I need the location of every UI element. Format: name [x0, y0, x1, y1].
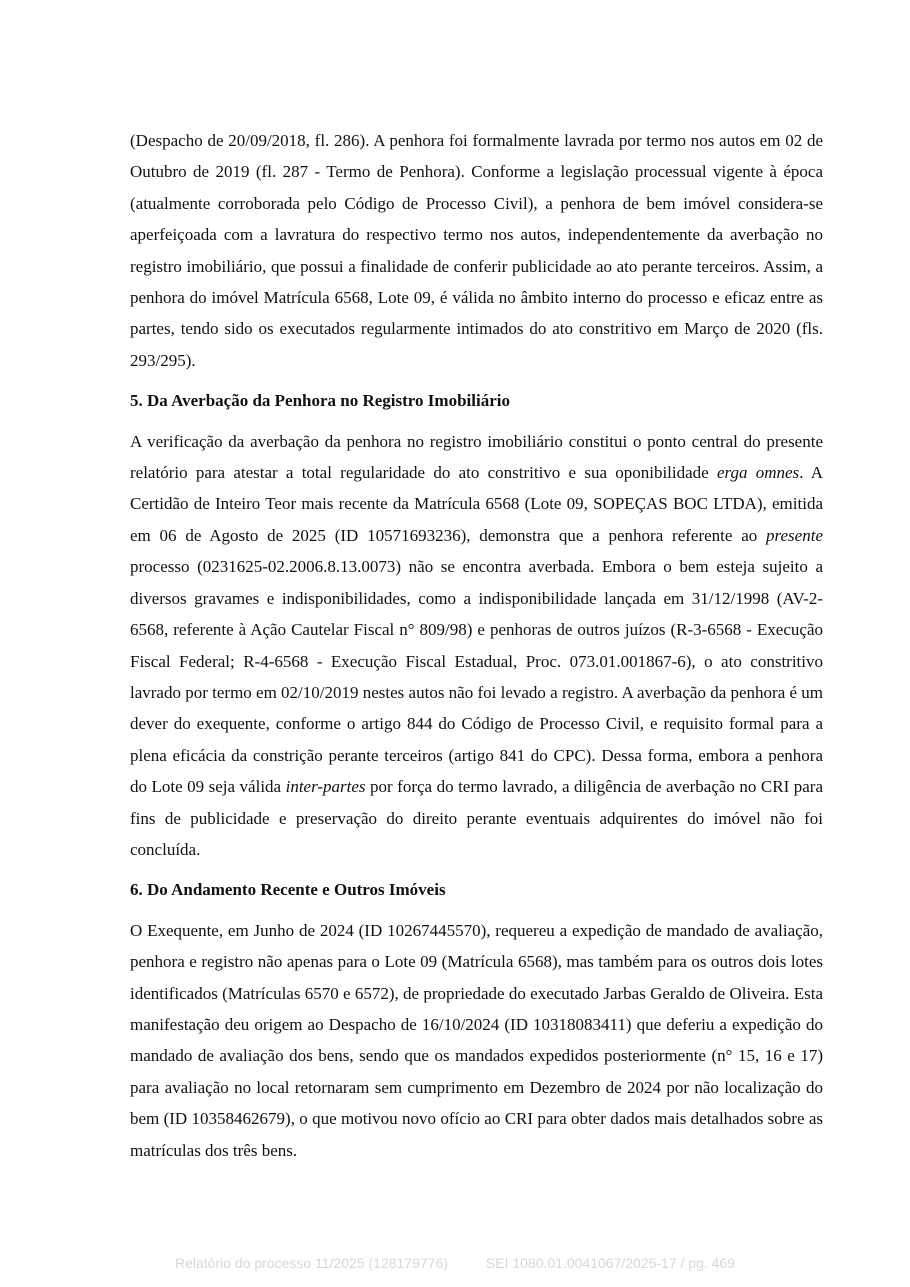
- section-6-heading: 6. Do Andamento Recente e Outros Imóveis: [130, 880, 446, 900]
- section-5-text-b: . A Certidão de Inteiro Teor mais recente da Matrícula 6568 (Lote 09, SOPEÇAS BOC LTDA), emitida em 06 de Agosto de 2025 (ID 10571693236), demonstra que a penhora referente ao: [130, 463, 824, 545]
- section-5-italic-a: erga omnes: [716, 463, 800, 483]
- footer-sei-page-label: SEI 1080.01.0041067/2025-17 / pg. 469: [485, 1255, 736, 1271]
- page-footer: [0, 1255, 910, 1271]
- paragraph-penhora-termo: (Despacho de 20/09/2018, fl. 286). A penhora foi formalmente lavrada por termo nos autos em 02 de Outubro de 2019 (fl. 287 - Termo de Penhora). Conforme a legislação processual vigente à época (atualmente corroborada pelo Código de Processo Civil), a penhora de bem imóvel considera-se aperfeiçoada com a lavratura do respectivo termo nos autos, independentemente da averbação no registro imobiliário, que possui a finalidade de conferir publicidade ao ato perante terceiros. Assim, a penhora do imóvel Matrícula 6568, Lote 09, é válida no âmbito interno do processo e eficaz entre as partes, tendo sido os executados regularmente intimados do ato constritivo em Março de 2020 (fls. 293/295).: [130, 131, 823, 370]
- footer-process-label: Relatório do processo 11/2025 (128179776): [174, 1255, 448, 1271]
- section-5-italic-c: inter-partes: [285, 777, 366, 797]
- section-6-paragraph: O Exequente, em Junho de 2024 (ID 10267445570), requereu a expedição de mandado de avaliação, penhora e registro não apenas para o Lote 09 (Matrícula 6568), mas também para os outros dois lotes identificados (Matrículas 6570 e 6572), de propriedade do executado Jarbas Geraldo de Oliveira. Esta manifestação deu origem ao Despacho de 16/10/2024 (ID 10318083411) que deferiu a expedição do mandado de avaliação dos bens, sendo que os mandados expedidos posteriormente (n° 15, 16 e 17) para avaliação no local retornaram sem cumprimento em Dezembro de 2024 por não localização do bem (ID 10358462679), o que motivou novo ofício ao CRI para obter dados mais detalhados sobre as matrículas dos três bens.: [130, 920, 823, 1160]
- section-5-text-a: A verificação da averbação da penhora no registro imobiliário constitui o ponto central do presente relatório para atestar a total regularidade do ato constritivo e sua oponibilidade: [130, 431, 823, 483]
- section-5-italic-b: presente: [766, 525, 823, 545]
- document-page: [130, 125, 823, 1175]
- section-5-heading: 5. Da Averbação da Penhora no Registro Imobiliário: [130, 391, 510, 411]
- section-5-paragraph: [130, 426, 823, 866]
- section-5-text-c: processo (0231625-02.2006.8.13.0073) não se encontra averbada. Embora o bem esteja sujeito a diversos gravames e indisponibilidades, como a indisponibilidade lançada em 31/12/1998 (AV-2-6568, referente à Ação Cautelar Fiscal n° 809/98) e penhoras de outros juízos (R-3-6568 - Execução Fiscal Federal; R-4-6568 - Execução Fiscal Estadual, Proc. 073.01.001867-6), o ato constritivo lavrado por termo em 02/10/2019 nestes autos não foi levado a registro. A averbação da penhora é um dever do exequente, conforme o artigo 844 do Código de Processo Civil, e requisito formal para a plena eficácia da constrição perante terceiros (artigo 841 do CPC). Dessa forma, embora a penhora do Lote 09 seja válida: [130, 557, 824, 797]
- section-5-text-d: por força do termo lavrado, a diligência de averbação no CRI para fins de publicidade e preservação do direito perante eventuais adquirentes do imóvel não foi concluída.: [130, 777, 823, 859]
